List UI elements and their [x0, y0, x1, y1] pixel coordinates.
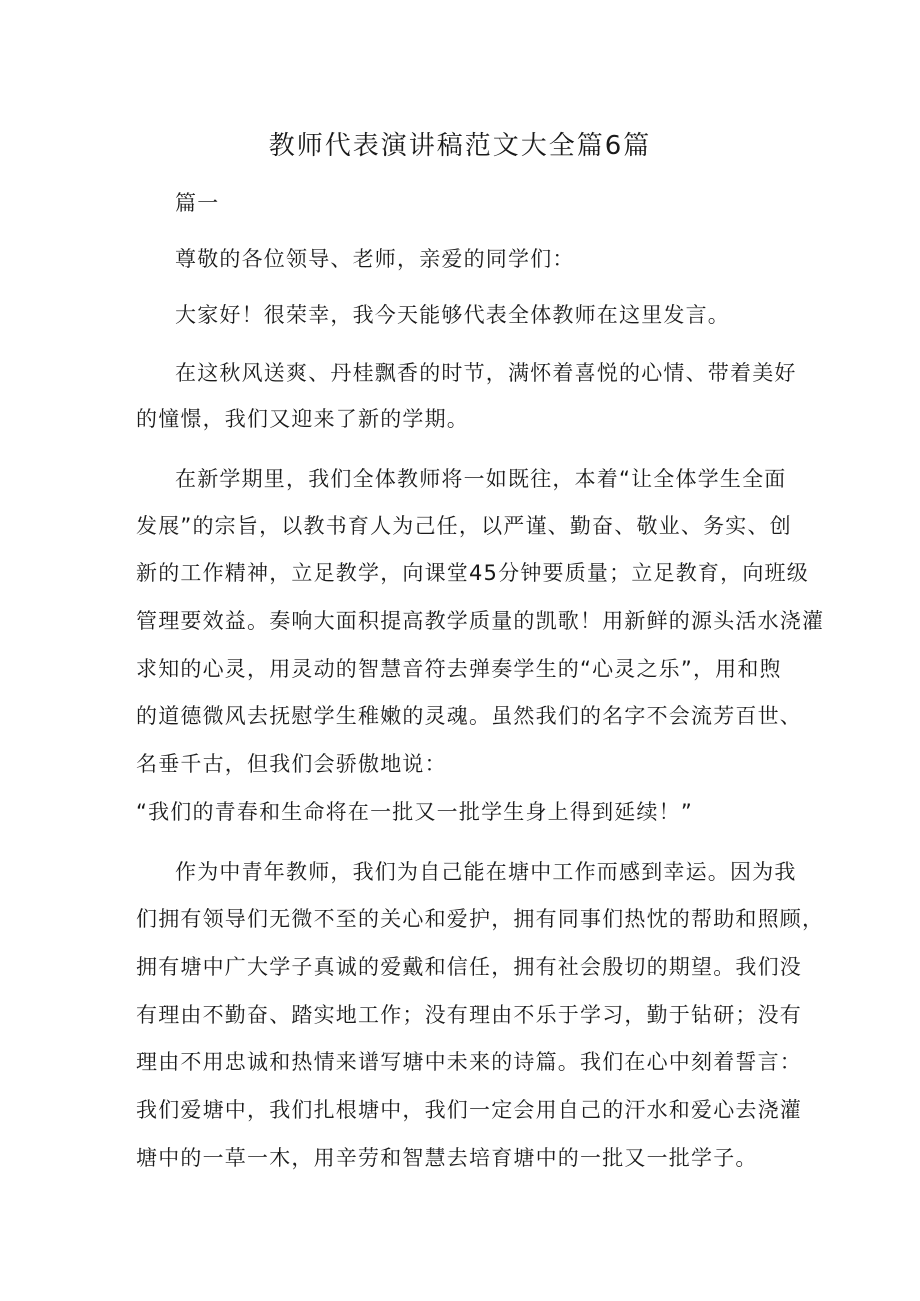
paragraph-line: 拥有塘中广大学子真诚的爱戴和信任，拥有社会殷切的期望。我们没 [136, 955, 802, 979]
paragraph-line: 在这秋风送爽、丹桂飘香的时节，满怀着喜悦的心情、带着美好 [175, 361, 797, 385]
document-title: 教师代表演讲稿范文大全篇6篇 [268, 131, 652, 161]
paragraph-line: 的憧憬，我们又迎来了新的学期。 [136, 407, 469, 431]
paragraph-line: 有理由不勤奋、踏实地工作；没有理由不乐于学习，勤于钻研；没有 [136, 1003, 802, 1027]
paragraph-line: 求知的心灵，用灵动的智慧音符去弹奏学生的“心灵之乐”，用和煦 [136, 657, 782, 681]
paragraph-line: 我们爱塘中，我们扎根塘中，我们一定会用自己的汗水和爱心去浇灌 [136, 1098, 802, 1122]
paragraph-line: 理由不用忠诚和热情来谱写塘中未来的诗篇。我们在心中刻着誓言： [136, 1050, 802, 1074]
paragraph-line: 名垂千古，但我们会骄傲地说： [136, 752, 447, 776]
salutation: 尊敬的各位领导、老师，亲爱的同学们： [175, 247, 575, 271]
paragraph-line: 们拥有领导们无微不至的关心和爱护，拥有同事们热忱的帮助和照顾， [136, 907, 825, 931]
paragraph-line: 作为中青年教师，我们为自己能在塘中工作而感到幸运。因为我 [175, 860, 797, 884]
quotation-line: “我们的青春和生命将在一批又一批学生身上得到延续！” [136, 800, 693, 824]
paragraph-line: 管理要效益。奏响大面积提高教学质量的凯歌！用新鲜的源头活水浇灌 [136, 609, 825, 633]
paragraph-line: 塘中的一草一木，用辛劳和智慧去培育塘中的一批又一批学子。 [136, 1146, 758, 1170]
paragraph-line: 发展”的宗旨，以教书育人为己任，以严谨、勤奋、敬业、务实、创 [136, 514, 792, 538]
paragraph-line: 的道德微风去抚慰学生稚嫩的灵魂。虽然我们的名字不会流芳百世、 [136, 704, 802, 728]
paragraph-line: 在新学期里，我们全体教师将一如既往，本着“让全体学生全面 [175, 467, 787, 491]
paragraph-line: 新的工作精神，立足教学，向课堂45分钟要质量；立足教育，向班级 [136, 561, 809, 585]
paragraph-line: 大家好！很荣幸，我今天能够代表全体教师在这里发言。 [175, 303, 730, 327]
section-heading: 篇一 [175, 191, 220, 215]
